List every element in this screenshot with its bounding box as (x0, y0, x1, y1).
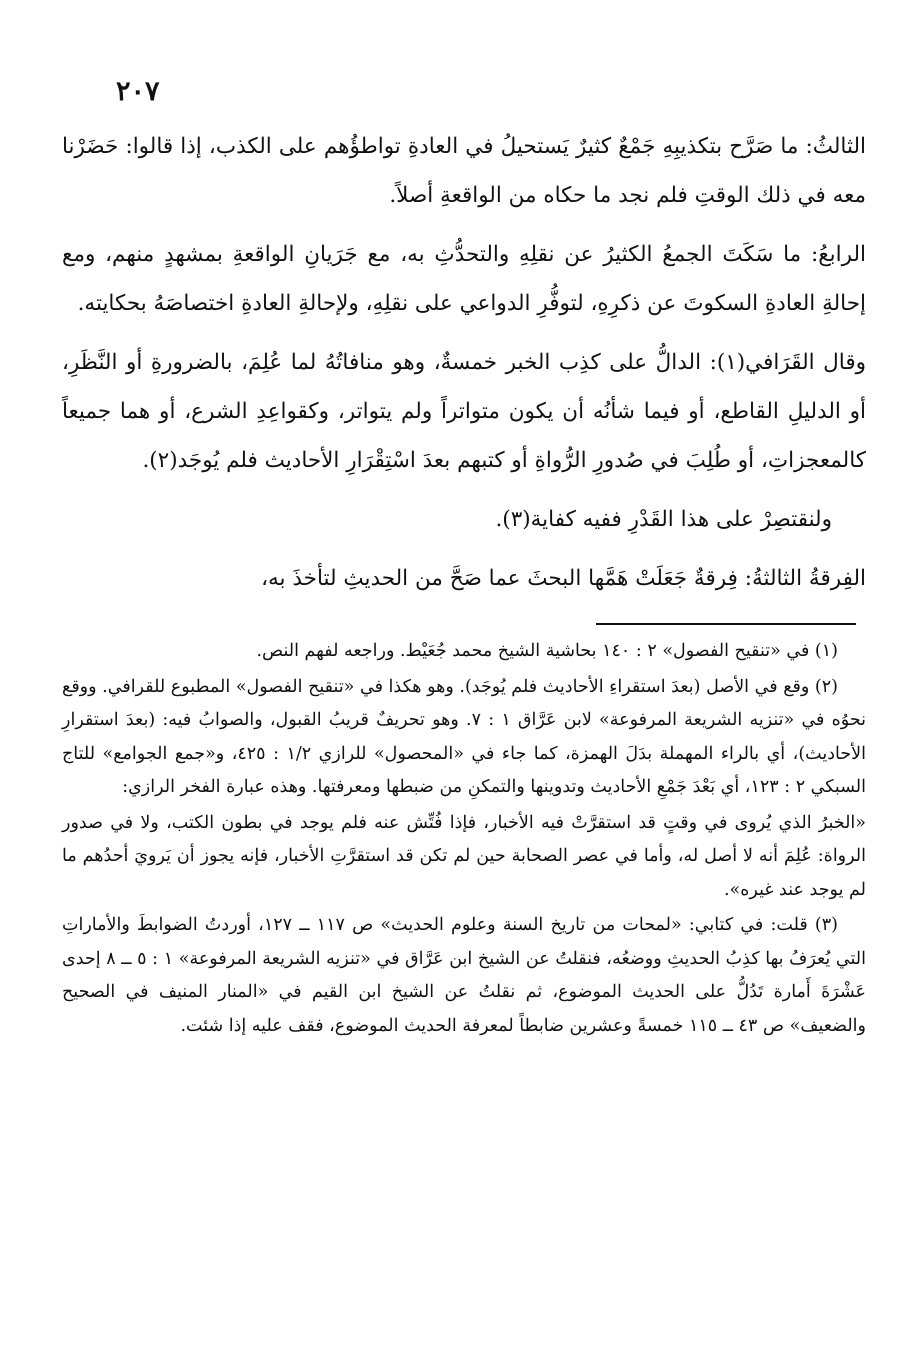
footnote-3: (٣) قلت: في كتابي: «لمحات من تاريخ السنة وعلوم الحديث» ص ١١٧ ــ ١٢٧، أوردتُ الضوابطَ والأماراتِ التي يُعرَفُ بها كذِبُ الحديثِ ووضعُه، فنقلتُ عن الشيخ ابن عَرَّاق في «تنزيه الشريعة المرفوعة» ١ : ٥ ــ ٨ إحدى عَشْرَةَ أَمارة تَدُلُّ على الحديث الموضوع، ثم نقلتُ عن الشيخ ابن القيم في «المنار المنيف في الصحيح والضعيف» ص ٤٣ ــ ١١٥ خمسةً وعشرين ضابطاً لمعرفة الحديث الموضوع، فقف عليه إذا شئت. (62, 915, 866, 1036)
paragraph-conclusion: ولنقتصِرْ على هذا القَدْرِ ففيه كفاية(٣). (495, 507, 832, 532)
paragraph-third-group: الفِرقةُ الثالثةُ: فِرقةٌ جَعَلَتْ هَمَّها البحثَ عما صَحَّ من الحديثِ لتأخذَ به، (261, 566, 866, 591)
footnote-2-quote: «الخبرُ الذي يُروى في وقتٍ قد استقرَّتْ فيه الأخبار، فإذا فُتِّش عنه فلم يوجد في بطون الكتب، ولا في صدور الرواة: عُلِمَ أنه لا أصل له، وأما في عصر الصحابة حين لم تكن قد استقرَّتِ الأخبار، فإنه يجوز أن يَرويَ أحدُهم ما لم يوجد عند غيره». (62, 812, 866, 900)
footnote-divider-wrap (62, 623, 866, 625)
footnote-1: (١) في «تنقيح الفصول» ٢ : ١٤٠ بحاشية الشيخ محمد جُعَيْط. وراجعه لفهم النص. (256, 641, 838, 661)
footnote-2: (٢) وقع في الأصل (بعدَ استقراءِ الأحاديث فلم يُوجَد). وهو هكذا في «تنقيح الفصول» المطبوع للقرافي. ووقع نحوُه في «تنزيه الشريعة المرفوعة» لابن عَرَّاق ١ : ٧. وهو تحريفٌ قريبُ القبول، والصوابُ فيه: (بعدَ استقرارِ الأحاديث)، أي بالراء المهملة بدَلَ الهمزة، كما جاء في «المحصول» للرازي ١/٢ : ٤٢٥، و«جمع الجوامع» للتاج السبكي ٢ : ١٢٣، أي بَعْدَ جَمْعِ الأحاديث وتدوينها والتمكنِ من ضبطها ومعرفتها. وهذه عبارة الفخر الرازي: (62, 676, 866, 797)
main-text (62, 122, 866, 603)
paragraph-third: الثالثُ: ما صَرَّح بتكذيبِهِ جَمْعٌ كثيرٌ يَستحيلُ في العادةِ تواطؤُهم على الكذب، إذا قالوا: حَضَرْنا معه في ذلك الوقتِ فلم نجد ما حكاه من الواقعةِ أصلاً. (62, 134, 866, 208)
page-number: ٢٠٧ (116, 76, 160, 107)
paragraph-qarafi: وقال القَرَافي(١): الدالُّ على كذِب الخبر خمسةٌ، وهو منافاتُهُ لما عُلِمَ، بالضرورةِ أو النَّظَرِ، أو الدليلِ القاطع، أو فيما شأنُه أن يكون متواتراً ولم يتواتر، وكقواعِدِ الشرع، أو هما جميعاً كالمعجزاتِ، أو طُلِبَ في صُدورِ الرُّواةِ أو كتبهم بعدَ اسْتِقْرَارِ الأحاديث فلم يُوجَد(٢). (62, 350, 866, 473)
footnotes (62, 635, 866, 1043)
footnote-divider (596, 623, 856, 625)
paragraph-fourth: الرابعُ: ما سَكَتَ الجمعُ الكثيرُ عن نقلِهِ والتحدُّثِ به، مع جَرَيانِ الواقعةِ بمشهدٍ منهم، ومع إحالةِ العادةِ السكوتَ عن ذكرِهِ، لتوفُّرِ الدواعي على نقلِهِ، ولإحالةِ العادةِ اختصاصَهُ بحكايته. (62, 242, 866, 316)
